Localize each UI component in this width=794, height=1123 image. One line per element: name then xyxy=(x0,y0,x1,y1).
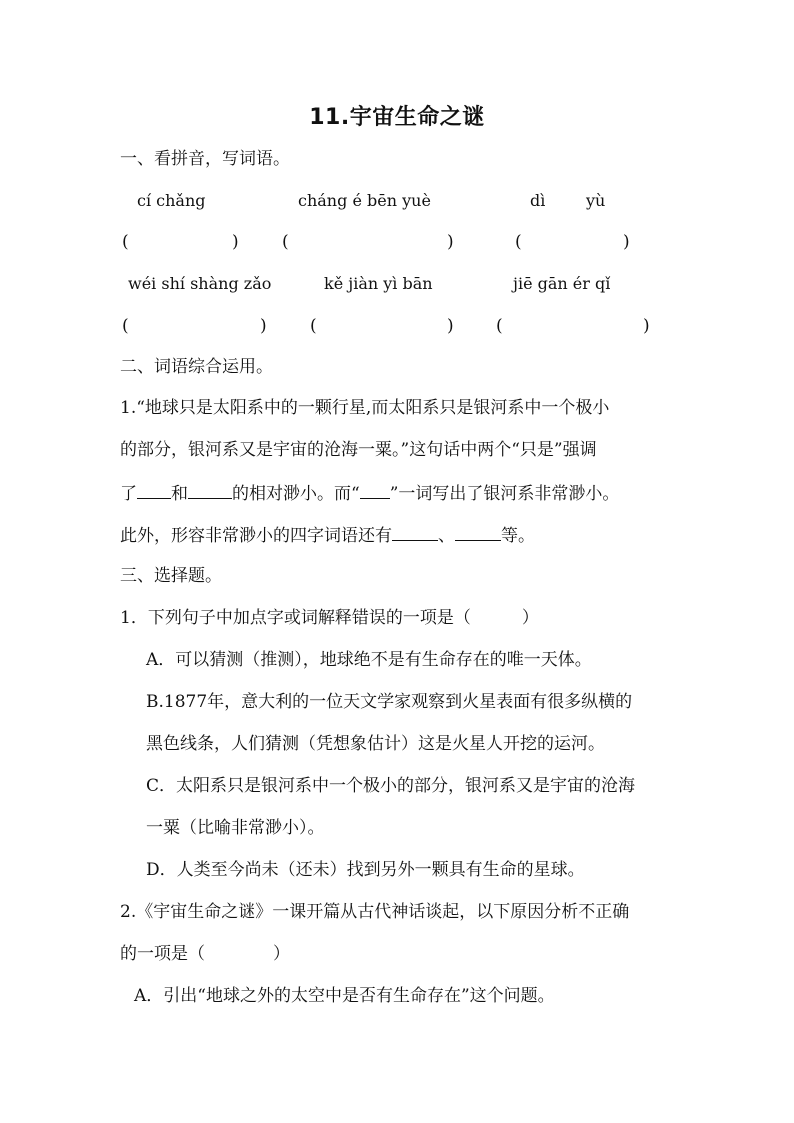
answer-paren-1-open: ( xyxy=(122,232,129,252)
blank-3[interactable] xyxy=(360,484,390,499)
s3-q2-stem-line2: 的一项是（ ） xyxy=(120,944,290,964)
pinyin-2: cháng é bēn yuè xyxy=(298,191,431,210)
s3-q1-option-b-line2: 黑色线条，人们猜测（凭想象估计）这是火星人开挖的运河。 xyxy=(146,734,605,754)
s2-q1-line4-a: 此外，形容非常渺小的四字词语还有 xyxy=(120,526,392,546)
blank-4[interactable] xyxy=(392,526,438,541)
answer-paren-1-close: ) xyxy=(232,232,239,252)
blank-2[interactable] xyxy=(188,484,232,499)
s2-q1-line4-b: 、 xyxy=(438,526,455,546)
s3-q1-option-b-line1: B.1877年，意大利的一位天文学家观察到火星表面有很多纵横的 xyxy=(146,692,633,712)
s3-q1-option-c-line1: C．太阳系只是银河系中一个极小的部分，银河系又是宇宙的沧海 xyxy=(146,776,636,796)
pinyin-7: jiē gān ér qǐ xyxy=(513,274,611,293)
s2-q1-line1: 1.“地球只是太阳系中的一颗行星,而太阳系只是银河系中一个极小 xyxy=(120,398,610,418)
pinyin-3: dì xyxy=(530,191,546,210)
answer-paren-3-close: ) xyxy=(623,232,630,252)
page-title: 11.宇宙生命之谜 xyxy=(309,105,485,130)
s2-q1-line3-a: 了 xyxy=(120,484,137,504)
pinyin-5: wéi shí shàng zǎo xyxy=(128,274,272,293)
section2-heading: 二、词语综合运用。 xyxy=(120,357,273,377)
s2-q1-line2: 的部分，银河系又是宇宙的沧海一粟。”这句话中两个“只是”强调 xyxy=(120,440,597,460)
s3-q1-stem: 1．下列句子中加点字或词解释错误的一项是（ ） xyxy=(120,608,539,628)
s2-q1-line3-c: 的相对渺小。而“ xyxy=(232,484,360,504)
answer-paren-5-close: ) xyxy=(447,316,454,336)
s3-q2-stem-line1: 2.《宇宙生命之谜》一课开篇从古代神话谈起，以下原因分析不正确 xyxy=(120,902,630,922)
answer-paren-3-open: ( xyxy=(515,232,522,252)
answer-paren-2-open: ( xyxy=(282,232,289,252)
answer-paren-6-close: ) xyxy=(643,316,650,336)
answer-paren-5-open: ( xyxy=(310,316,317,336)
pinyin-6: kě jiàn yì bān xyxy=(324,274,433,293)
s3-q1-option-d: D．人类至今尚未（还未）找到另外一颗具有生命的星球。 xyxy=(146,860,585,880)
s2-q1-line4-c: 等。 xyxy=(501,526,535,546)
s3-q2-option-a: A．引出“地球之外的太空中是否有生命存在”这个问题。 xyxy=(134,986,555,1006)
pinyin-1: cí chǎng xyxy=(137,191,206,210)
answer-paren-4-close: ) xyxy=(260,316,267,336)
s3-q1-option-a: A．可以猜测（推测），地球绝不是有生命存在的唯一天体。 xyxy=(146,650,592,670)
s2-q1-line3 xyxy=(120,484,619,503)
blank-1[interactable] xyxy=(137,484,171,499)
answer-paren-4-open: ( xyxy=(122,316,129,336)
s2-q1-line3-b: 和 xyxy=(171,484,188,504)
s2-q1-line3-d: ”一词写出了银河系非常渺小。 xyxy=(389,484,620,504)
answer-paren-2-close: ) xyxy=(447,232,454,252)
section3-heading: 三、选择题。 xyxy=(120,566,222,586)
s3-q1-option-c-line2: 一粟（比喻非常渺小）。 xyxy=(146,818,325,838)
s2-q1-line4 xyxy=(120,526,535,545)
answer-paren-6-open: ( xyxy=(496,316,503,336)
section1-heading: 一、看拼音，写词语。 xyxy=(120,149,290,169)
blank-5[interactable] xyxy=(455,526,501,541)
pinyin-4: yù xyxy=(586,191,606,210)
